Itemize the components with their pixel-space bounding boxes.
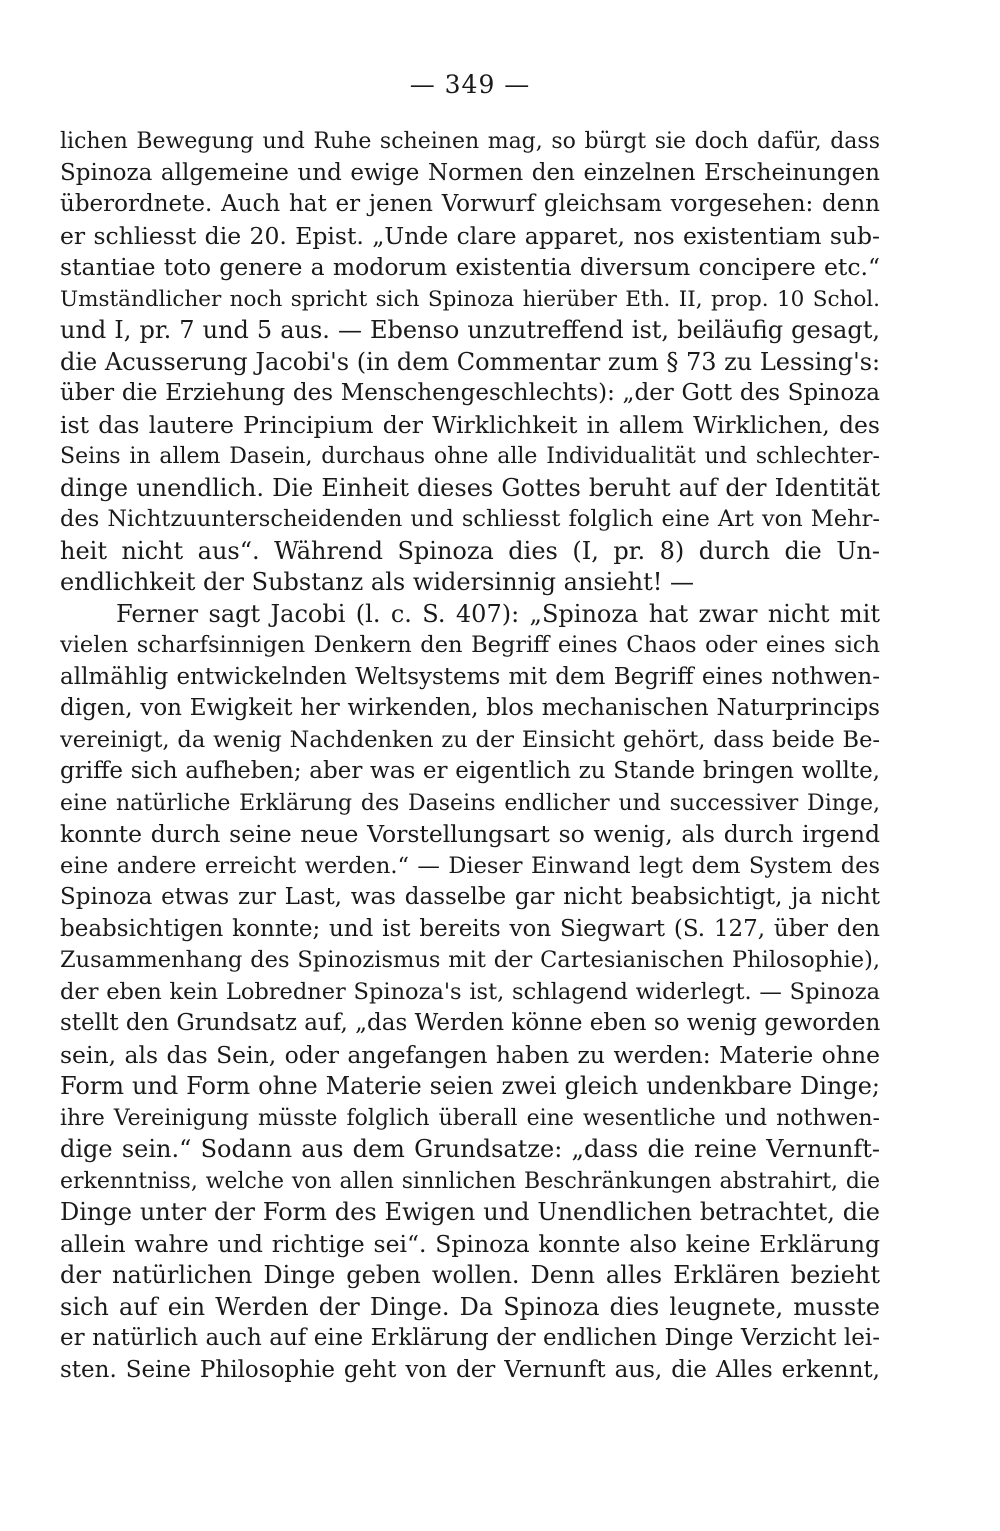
text-line: vereinigt, da wenig Nachdenken zu der Einsicht gehört, dass beide Be- [60,726,880,753]
text-line: er natürlich auch auf eine Erklärung der endlichen Dinge Verzicht lei- [60,1325,880,1351]
text-line: endlichkeit der Substanz als widersinnig ansieht! — [60,568,694,596]
text-line: heit nicht aus“. Während Spinoza dies (I, pr. 8) durch die Un- [60,536,880,565]
text-line: Zusammenhang des Spinozismus mit der Cartesianischen Philosophie), [60,947,880,973]
text-line: Form und Form ohne Materie seien zwei gleich undenkbare Dinge; [60,1072,880,1100]
text-line: dige sein.“ Sodann aus dem Grundsatze: „dass die reine Vernunft- [60,1135,880,1163]
text-line: stellt den Grundsatz auf, „das Werden könne eben so wenig geworden [60,1010,880,1036]
text-line: er schliesst die 20. Epist. „Unde clare apparet, nos existentiam sub- [60,221,880,250]
body-text [60,126,880,1386]
text-line: sten. Seine Philosophie geht von der Vernunft aus, die Alles erkennt, [60,1356,880,1383]
text-line: digen, von Ewigkeit her wirkenden, blos mechanischen Naturprincips [60,695,880,721]
text-line: stantiae toto genere a modorum existentia diversum concipere etc.“ [60,253,880,281]
text-line: sein, als das Sein, oder angefangen haben zu werden: Materie ohne [60,1040,880,1069]
text-line: Umständlicher noch spricht sich Spinoza hierüber Eth. II, prop. 10 Schol. [60,286,880,312]
text-line: lichen Bewegung und Ruhe scheinen mag, so bürgt sie doch dafür, dass [60,129,880,154]
text-line: erkenntniss, welche von allen sinnlichen Beschränkungen abstrahirt, die [60,1168,880,1194]
text-line: Seins in allem Dasein, durchaus ohne alle Individualität und schlechter- [60,444,880,469]
text-line: eine natürliche Erklärung des Daseins endlicher und successiver Dinge, [60,790,880,816]
text-line: die Acusserung Jacobi's (in dem Commentar zum § 73 zu Lessing's: [60,347,880,376]
text-line: ihre Vereinigung müsste folglich überall eine wesentliche und nothwen- [60,1105,880,1131]
text-line: überordnete. Auch hat er jenen Vorwurf gleichsam vorgesehen: denn [60,191,880,217]
text-line: und I, pr. 7 und 5 aus. — Ebenso unzutreffend ist, beiläufig gesagt, [60,316,880,344]
text-line: des Nichtzuunterscheidenden und schliesst folglich eine Art von Mehr- [60,506,880,532]
text-line: konnte durch seine neue Vorstellungsart so wenig, als durch irgend [60,820,880,848]
text-line: Dinge unter der Form des Ewigen und Unendlichen betrachtet, die [60,1198,880,1226]
text-line: vielen scharfsinnigen Denkern den Begriff eines Chaos oder eines sich [60,632,880,658]
page-number: — 349 — [409,70,531,99]
text-line: griffe sich aufheben; aber was er eigentlich zu Stande bringen wollte, [60,758,880,784]
text-line: ist das lautere Principium der Wirklichkeit in allem Wirklichen, des [60,410,880,439]
text-line: dinge unendlich. Die Einheit dieses Gottes beruht auf der Identität [60,473,880,502]
text-line: sich auf ein Werden der Dinge. Da Spinoza dies leugnete, musste [60,1292,880,1321]
text-line: allein wahre und richtige sei“. Spinoza konnte also keine Erklärung [60,1229,880,1258]
text-line: allmählig entwickelnden Weltsystems mit dem Begriff eines nothwen- [60,663,880,690]
text-line: der eben kein Lobredner Spinoza's ist, schlagend widerlegt. — Spinoza [60,978,880,1005]
text-line: Ferner sagt Jacobi (l. c. S. 407): „Spinoza hat zwar nicht mit [116,599,880,628]
text-line: über die Erziehung des Menschengeschlechts): „der Gott des Spinoza [60,380,880,406]
text-line: Spinoza allgemeine und ewige Normen den einzelnen Erscheinungen [60,159,880,186]
text-line: der natürlichen Dinge geben wollen. Denn alles Erklären bezieht [60,1261,880,1289]
text-line: beabsichtigen konnte; und ist bereits von Siegwart (S. 127, über den [60,915,880,942]
text-line: eine andere erreicht werden.“ — Dieser Einwand legt dem System des [60,852,880,879]
text-line: Spinoza etwas zur Last, was dasselbe gar nicht beabsichtigt, ja nicht [60,884,880,910]
